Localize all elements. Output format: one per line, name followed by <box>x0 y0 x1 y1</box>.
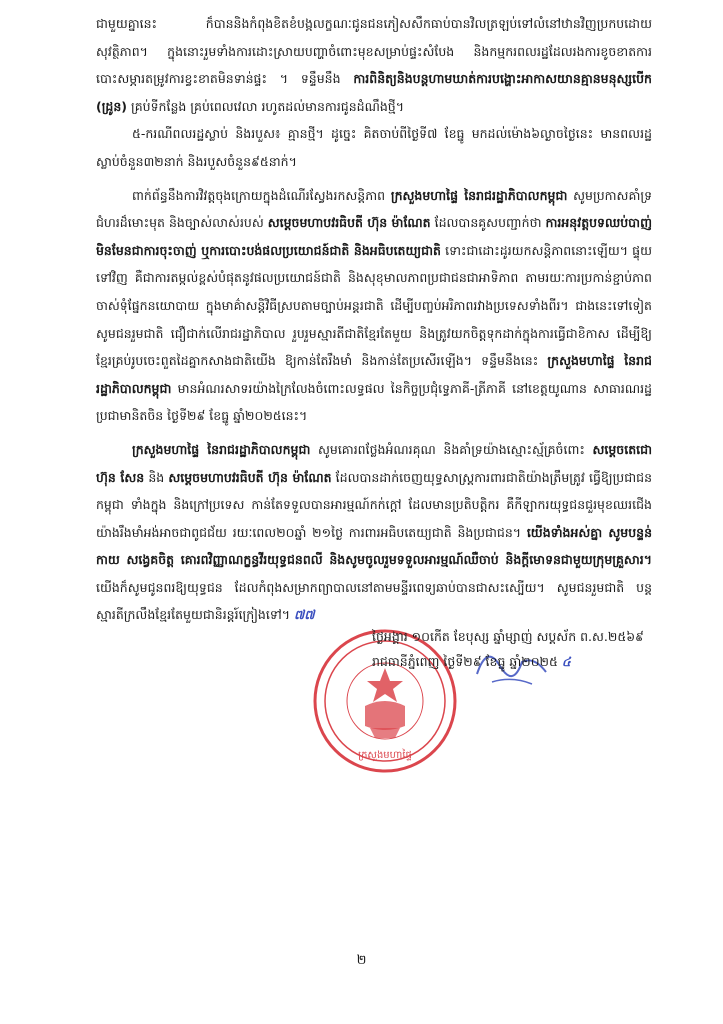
lunar-date: ថ្ងៃអង្គារ ១០កើត ខែបុស្ស ឆ្នាំម្សាញ់ សប្តស័ក ព.ស.២៥៦៩ <box>372 629 644 644</box>
paragraph-1 <box>96 10 652 120</box>
paragraph-3-text-e: មានអំណរសាទរយ៉ាងក្រៃលែងចំពោះលទ្ធផល នៃកិច្ចប្រជុំទ្វេភាគី-ត្រីភាគី នៅខេត្តយូណាន សាធារណរដ្ឋប្រជាមានិតចិន ថ្ងៃទី២៩ ខែធ្នូ ឆ្នាំ២០២៥នេះ។ <box>96 380 652 424</box>
paragraph-3-ministry-2: ក្រសួងមហាផ្ទៃ នៃរាជរដ្ឋាភិបាលកម្ពុជា <box>96 353 652 396</box>
paragraph-4-hun-sen: សម្តេចតេជោ ហ៊ុន សែន <box>96 441 652 485</box>
paragraph-4-ministry: ក្រសួងមហាផ្ទៃ នៃរាជរដ្ឋាភិបាលកម្ពុជា <box>132 441 311 457</box>
paragraph-4-and: និង <box>148 469 165 485</box>
paragraph-3-ceasefire-quote: ការអនុវត្តបទឈប់បាញ់ មិនមែនជាការចុះចាញ់ ឬការបោះបង់ផលប្រយោជន៍ជាតិ និងអធិបតេយ្យជាតិ <box>96 215 652 258</box>
paragraph-4-tribute: យើងទាំងអស់គ្នា សូមបន្ទន់កាយ សង្វេគចិត្ត គោរពវិញ្ញាណក្ខន្ធវីរយុទ្ធជនពលី និងសូមចូលរួមទទួលអារម្មណ៍ឈឺចាប់ និងក្តីមោទនជាមួយក្រុមគ្រួសារ។ <box>96 524 653 568</box>
paragraph-4 <box>96 436 652 629</box>
page-number: ២ <box>356 953 367 968</box>
paragraph-1-end: គ្រប់ទីកន្លែង គ្រប់ពេលវេលា រហូតដល់មានការជូនដំណឹងថ្មី។ <box>131 98 404 114</box>
paragraph-3-text-c: ដែលបានគូសបញ្ជាក់ថា <box>434 215 542 231</box>
paragraph-3-ministry: ក្រសួងមហាផ្ទៃ នៃរាជរដ្ឋាភិបាលកម្ពុជា <box>390 187 568 203</box>
paragraph-3-text-a: ពាក់ព័ន្ធនឹងការវិវត្តចុងក្រោយក្នុងដំណើរស្វែងរកសន្តិភាព <box>132 187 386 203</box>
paragraph-1-emphasis: ការពិនិត្យនិងបន្តហាមឃាត់ការបង្ហោះអាកាសយានគ្មានមនុស្សបើក (ដ្រូន) <box>96 71 652 114</box>
paragraph-4-text-c: ដែលបានដាក់ចេញយុទ្ធសាស្ត្រការពារជាតិយ៉ាងត្រឹមត្រូវ ធ្វើឱ្យប្រជាជនកម្ពុជា ទាំងក្នុង និងក្រៅប្រទេស កាន់តែទទួលបានអារម្មណ៍កក់ក្តៅ ដែលមានប្រតិបត្តិករ គឺកីឡាករយុទ្ធជនជួរមុខឈរជើងយ៉ាងរឹងមាំអង់អាចជាពូជជ័យ រយៈពេល២០ឆ្នាំ ២១ថ្ងៃ ការពារអធិបតេយ្យជាតិ និងប្រជាជន។ <box>96 469 653 540</box>
paragraph-1-text: ជាមួយគ្នានេះ ក៏បាននិងកំពុងខិតខំបង្កលក្ខណៈជូនជនភៀសសឹកធាប់បានវិលត្រឡប់ទៅលំនៅឋានវិញប្រកបដោយសុវត្ថិភាព។ ក្នុងនោះរួមទាំងការដោះស្រាយបញ្ហាចំពោះមុខសម្រាប់ផ្ទះសំបែង និងកម្មករពលរដ្ឋដែលរងការខូចខាតការបោះសម្ភារតម្រូវការខ្វះខាតមិនទាន់ផ្ទះ ។ ទន្ទឹមនឹង <box>96 16 652 87</box>
paragraph-3-text-b: សូមប្រកាសគាំទ្រជំហរដ៏មោះមុត និងច្បាស់លាស់របស់ <box>96 187 652 231</box>
paragraph-2-text: ៥-ករណីពលរដ្ឋស្លាប់ និងរបួស៖ គ្មានថ្មី។ ដូច្នេះ គិតចាប់ពីថ្ងៃទី៧ ខែធ្នូ មកដល់ម៉ោង៦ល្ងាចថ្ងៃនេះ មានពលរដ្ឋស្លាប់ចំនួន៣២នាក់ និងរបួសចំនួន៩៥នាក់។ <box>96 126 652 169</box>
date-block <box>372 624 662 674</box>
document-body <box>96 10 652 629</box>
handwritten-date-mark: ៤ <box>561 654 571 669</box>
paragraph-3-pm-name: សម្តេចមហាបវរធិបតី ហ៊ុន ម៉ាណែត <box>267 215 431 231</box>
solar-date-text: រាជធានីភ្នំពេញ ថ្ងៃទី២៩ ខែធ្នូ ឆ្នាំ២០២៥ <box>372 654 558 669</box>
paragraph-3 <box>96 182 652 430</box>
paragraph-4-text-d: យើងក៏សូមជូនពរឱ្យយុទ្ធជន ដែលកំពុងសម្រាកព្យាបាលនៅតាមមន្ទីរពេទ្យឆាប់បានជាសះស្បើយ។ សូមជនរួមជាតិ បន្តស្មារតីក្រលឹងខ្មែរតែមួយជានិរន្តរ៍ក្រៀងទៅ។ <box>96 579 652 623</box>
handwritten-mark: ៧៧ <box>293 607 315 623</box>
paragraph-3-text-d: ទោះជាដោះដូរយកសន្តិភាពនោះឡើយ។ ផ្ទុយទៅវិញ គឺជាការតម្កល់ខ្ពស់បំផុតនូវផលប្រយោជន៍ជាតិ និងសុខុមាលភាពប្រជាជនជាអាទិភាព តាមរយៈការប្រកាន់ខ្ជាប់ភាពចាស់ទុំផ្នែកនយោបាយ ក្នុងមាគ៌ាសន្តិវិធីស្របតាមច្បាប់អន្តរជាតិ ដើម្បីបញ្ចប់អរិភាពរវាងប្រទេសទាំងពីរ។ ជាងនេះទៅទៀត សូមជនរួមជាតិ ជឿជាក់លើរាជរដ្ឋាភិបាល រួបរួមស្មារតីជាតិខ្មែរតែមួយ និងត្រូវយកចិត្តទុកដាក់ក្នុងការធ្វើជាខិកាស ដើម្បីឱ្យខ្មែរគ្រប់រូបចេះពួតដៃគ្នាកសាងជាតិយើង ឱ្យកាន់តែរឹងមាំ និងកាន់តែប្រសើរឡើង។ ទន្ទឹមនឹងនេះ <box>96 242 652 369</box>
paragraph-4-text-a: សូមគោរពថ្លែងអំណរគុណ និងគាំទ្រយ៉ាងស្មោះស្ម័គ្រចំពោះ <box>318 441 585 457</box>
paragraph-4-hun-manet: សម្តេចមហាបវរធិបតី ហ៊ុន ម៉ាណែត <box>168 469 332 485</box>
seal-text: ក្រសួងមហាផ្ទៃ <box>358 750 412 761</box>
solar-date <box>372 649 662 674</box>
paragraph-2 <box>96 120 652 175</box>
